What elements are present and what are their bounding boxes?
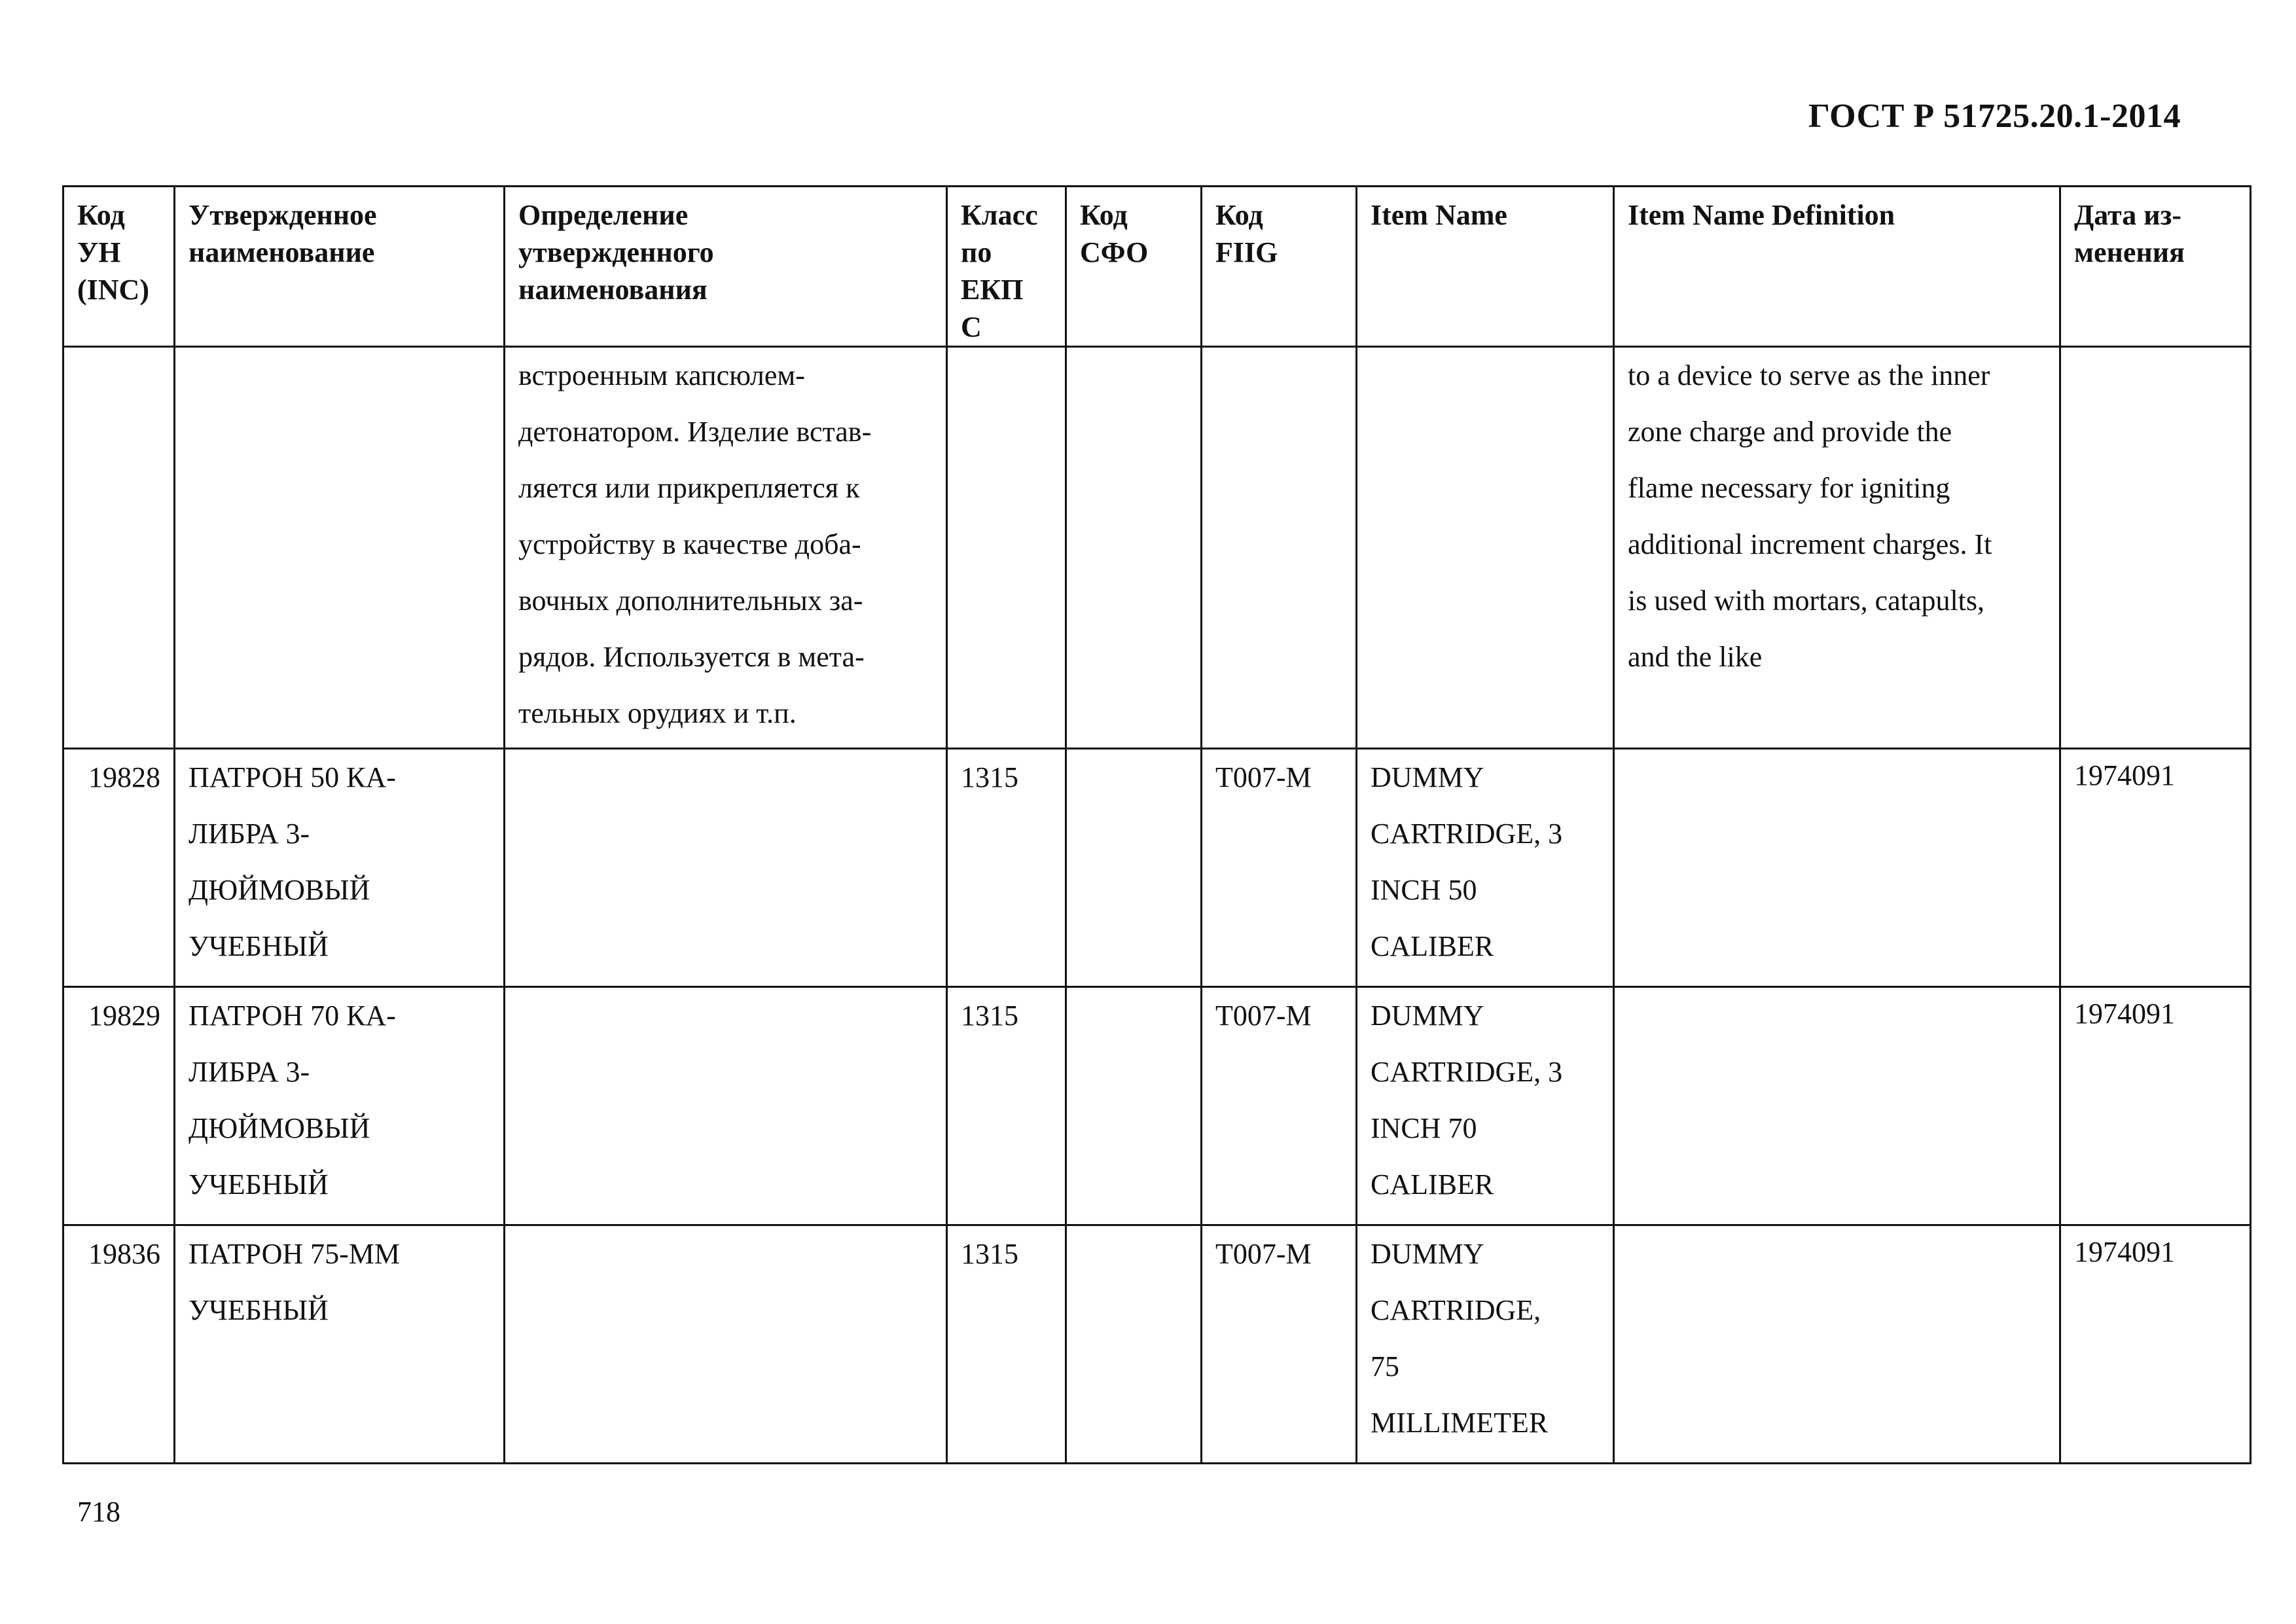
text-line: ДЮЙМОВЫЙ [188,1112,370,1144]
header-line: FIIG [1215,236,1278,268]
text-line: УЧЕБНЫЙ [188,1168,329,1200]
header-line: Класс [961,199,1038,231]
cell-item-name [1357,987,1614,1225]
text-line: ЛИБРА 3- [188,818,310,850]
text-line: 75 [1371,1350,1399,1382]
text-line: УЧЕБНЫЙ [188,1294,329,1326]
header-line: Определение [518,199,689,231]
header-inc [63,187,175,347]
table-row-continuation [63,347,2251,749]
text-line: CARTRIDGE, 3 [1371,1056,1563,1088]
table-header-row [63,187,2251,347]
text-line: рядов. Используется в мета- [518,641,865,673]
header-fiig [1202,187,1357,347]
header-line: Утвержденное [188,199,377,231]
text-line: встроенным капсюлем- [518,359,805,391]
cell-sfo [1066,347,1202,749]
text-line: additional increment charges. It [1628,528,1992,560]
cell-definition-ru [505,347,947,749]
text-line: and the like [1628,641,1763,673]
text-line: MILLIMETER [1371,1407,1549,1439]
header-line: Код [1080,199,1128,231]
cell-fiig: Т007-М [1202,987,1357,1225]
date-value: 1974091 [2074,998,2175,1030]
header-item-name-definition [1614,187,2060,347]
cell-change-date [2060,347,2251,749]
header-line: наименование [188,236,375,268]
text-line: is used with mortars, catapults, [1628,585,1985,617]
text-line: ЛИБРА 3- [188,1056,310,1088]
header-change-date [2060,187,2251,347]
cell-definition-en [1614,987,2060,1225]
cell-class: 1315 [947,987,1066,1225]
cell-definition-ru [505,749,947,987]
cell-fiig: Т007-М [1202,1225,1357,1464]
text-line: ПАТРОН 70 КА- [188,1000,396,1032]
table-row [63,749,2251,987]
cell-inc: 19828 [63,749,175,987]
cell-definition-en [1614,1225,2060,1464]
cell-sfo [1066,1225,1202,1464]
cell-item-name [1357,749,1614,987]
cell-fiig [1202,347,1357,749]
text-line: CARTRIDGE, 3 [1371,818,1563,850]
cell-definition-ru [505,987,947,1225]
text-line: flame necessary for igniting [1628,472,1950,504]
cell-definition-en [1614,749,2060,987]
header-approved-name [175,187,505,347]
text-line: CALIBER [1371,930,1494,962]
cell-inc: 19836 [63,1225,175,1464]
cell-class: 1315 [947,1225,1066,1464]
text-line: to a device to serve as the inner [1628,359,1990,391]
text-line: тельных орудиях и т.п. [518,697,797,729]
text-line: DUMMY [1371,761,1484,793]
header-line: менения [2074,236,2185,268]
header-line: (INC) [77,274,149,306]
header-item-name [1357,187,1614,347]
cell-change-date [2060,987,2251,1225]
text-line: DUMMY [1371,1238,1484,1270]
date-value: 1974091 [2074,1236,2175,1268]
text-line: ПАТРОН 50 КА- [188,761,396,793]
header-definition [505,187,947,347]
date-value: 1974091 [2074,759,2175,791]
cell-sfo [1066,987,1202,1225]
cell-inc: 19829 [63,987,175,1225]
text-line: INCH 50 [1371,874,1477,906]
text-line: устройству в качестве доба- [518,528,861,560]
cell-item-name [1357,347,1614,749]
text-line: вочных дополнительных за- [518,585,863,617]
header-line: Дата из- [2074,199,2181,231]
header-line: ЕКП [961,274,1024,306]
cell-sfo [1066,749,1202,987]
header-line: Код [77,199,125,231]
header-line: Код [1215,199,1263,231]
cell-approved-name [175,987,505,1225]
text-line: INCH 70 [1371,1112,1477,1144]
header-line: Item Name [1371,199,1507,231]
cell-item-name [1357,1225,1614,1464]
cell-approved-name [175,749,505,987]
header-sfo [1066,187,1202,347]
table-row [63,987,2251,1225]
text-line: УЧЕБНЫЙ [188,930,329,962]
header-line: по [961,236,992,268]
header-line: наименования [518,274,708,306]
cell-approved-name [175,347,505,749]
text-line: детонатором. Изделие встав- [518,416,872,448]
text-line: zone charge and provide the [1628,416,1952,448]
table-row [63,1225,2251,1464]
cell-definition-en [1614,347,2060,749]
header-line: утвержденного [518,236,714,268]
header-line: С [961,311,982,343]
cell-definition-ru [505,1225,947,1464]
header-class [947,187,1066,347]
cell-class: 1315 [947,749,1066,987]
cell-inc [63,347,175,749]
cell-fiig: Т007-М [1202,749,1357,987]
page-number: 718 [77,1496,120,1528]
cell-approved-name [175,1225,505,1464]
cell-change-date [2060,749,2251,987]
text-line: ПАТРОН 75-ММ [188,1238,401,1270]
header-line: СФО [1080,236,1149,268]
text-line: CARTRIDGE, [1371,1294,1541,1326]
cell-class [947,347,1066,749]
text-line: DUMMY [1371,1000,1484,1032]
document-code: ГОСТ Р 51725.20.1-2014 [1808,98,2181,135]
item-name-table [62,185,2251,1464]
text-line: ляется или прикрепляется к [518,472,860,504]
header-line: УН [77,236,121,268]
header-line: Item Name Definition [1628,199,1895,231]
text-line: CALIBER [1371,1168,1494,1200]
cell-change-date [2060,1225,2251,1464]
text-line: ДЮЙМОВЫЙ [188,874,370,906]
